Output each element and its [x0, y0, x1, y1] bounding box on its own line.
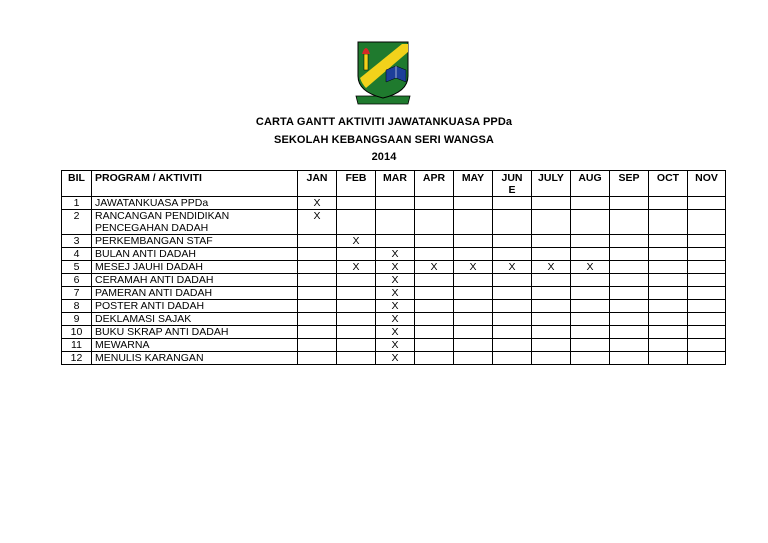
month-cell: [571, 313, 610, 326]
row-number: 10: [62, 326, 92, 339]
month-cell: X: [376, 300, 415, 313]
month-cell: [337, 339, 376, 352]
month-cell: X: [571, 261, 610, 274]
program-name: BUKU SKRAP ANTI DADAH: [92, 326, 298, 339]
month-cell: [532, 274, 571, 287]
month-cell: [454, 300, 493, 313]
month-cell: [337, 210, 376, 235]
month-cell: [298, 248, 337, 261]
month-cell: [415, 248, 454, 261]
table-row: [62, 326, 726, 339]
month-cell: [298, 326, 337, 339]
month-cell: [610, 339, 649, 352]
month-cell: X: [298, 197, 337, 210]
month-cell: X: [337, 235, 376, 248]
month-cell: [454, 352, 493, 365]
table-row: [62, 352, 726, 365]
month-cell: [415, 313, 454, 326]
month-cell: [337, 352, 376, 365]
table-row: [62, 197, 726, 210]
month-cell: [337, 313, 376, 326]
row-number: 2: [62, 210, 92, 235]
month-cell: [454, 313, 493, 326]
month-cell: [688, 235, 726, 248]
month-cell: [298, 300, 337, 313]
month-cell: [298, 339, 337, 352]
month-cell: [493, 352, 532, 365]
month-cell: [571, 300, 610, 313]
month-cell: [571, 197, 610, 210]
month-cell: [337, 274, 376, 287]
month-cell: [493, 300, 532, 313]
table-row: [62, 287, 726, 300]
program-name: PAMERAN ANTI DADAH: [92, 287, 298, 300]
month-cell: [610, 352, 649, 365]
program-name: CERAMAH ANTI DADAH: [92, 274, 298, 287]
month-cell: [337, 287, 376, 300]
month-cell: [415, 352, 454, 365]
month-cell: [337, 300, 376, 313]
month-cell: [649, 210, 688, 235]
column-header-apr: APR: [415, 171, 454, 197]
month-cell: [610, 197, 649, 210]
month-cell: [493, 248, 532, 261]
month-cell: [688, 287, 726, 300]
month-cell: [532, 235, 571, 248]
gantt-table: [61, 170, 726, 365]
month-cell: [610, 210, 649, 235]
table-row: [62, 274, 726, 287]
month-cell: [298, 235, 337, 248]
column-header-mar: MAR: [376, 171, 415, 197]
month-cell: [415, 287, 454, 300]
month-cell: [493, 313, 532, 326]
month-cell: [493, 210, 532, 235]
school-name: SEKOLAH KEBANGSAAN SERI WANGSA: [274, 134, 494, 146]
column-header-nov: NOV: [688, 171, 726, 197]
month-cell: [688, 339, 726, 352]
month-cell: [649, 248, 688, 261]
row-number: 8: [62, 300, 92, 313]
month-cell: X: [376, 313, 415, 326]
row-number: 11: [62, 339, 92, 352]
month-cell: X: [532, 261, 571, 274]
column-header-feb: FEB: [337, 171, 376, 197]
month-cell: X: [376, 274, 415, 287]
month-cell: [649, 235, 688, 248]
program-name: MENULIS KARANGAN: [92, 352, 298, 365]
program-name: MESEJ JAUHI DADAH: [92, 261, 298, 274]
program-name: MEWARNA: [92, 339, 298, 352]
month-cell: [688, 274, 726, 287]
month-cell: [493, 197, 532, 210]
month-cell: [376, 197, 415, 210]
table-row: [62, 248, 726, 261]
month-cell: [493, 235, 532, 248]
month-cell: X: [376, 248, 415, 261]
month-cell: [298, 287, 337, 300]
month-cell: [298, 313, 337, 326]
month-cell: [337, 326, 376, 339]
month-cell: [649, 326, 688, 339]
month-cell: [298, 352, 337, 365]
month-cell: [298, 261, 337, 274]
month-cell: [688, 248, 726, 261]
program-name: RANCANGAN PENDIDIKAN PENCEGAHAN DADAH: [92, 210, 298, 235]
month-cell: [571, 352, 610, 365]
month-cell: [649, 300, 688, 313]
month-cell: [688, 261, 726, 274]
month-cell: [532, 339, 571, 352]
row-number: 1: [62, 197, 92, 210]
month-cell: [610, 326, 649, 339]
month-cell: X: [454, 261, 493, 274]
table-row: [62, 235, 726, 248]
column-header-oct: OCT: [649, 171, 688, 197]
month-cell: [571, 339, 610, 352]
month-cell: [610, 274, 649, 287]
month-cell: [571, 274, 610, 287]
month-cell: [415, 235, 454, 248]
month-cell: [415, 210, 454, 235]
month-cell: [649, 339, 688, 352]
year-label: 2014: [371, 151, 397, 163]
month-cell: [610, 261, 649, 274]
column-header-june: JUN E: [493, 171, 532, 197]
month-cell: [571, 287, 610, 300]
month-cell: [532, 248, 571, 261]
month-cell: [532, 300, 571, 313]
month-cell: [415, 326, 454, 339]
month-cell: [649, 261, 688, 274]
month-cell: [493, 339, 532, 352]
month-cell: [571, 248, 610, 261]
month-cell: [454, 274, 493, 287]
month-cell: X: [376, 352, 415, 365]
month-cell: [376, 235, 415, 248]
month-cell: [571, 326, 610, 339]
month-cell: [454, 326, 493, 339]
month-cell: [532, 197, 571, 210]
month-cell: X: [376, 326, 415, 339]
month-cell: [415, 197, 454, 210]
month-cell: [415, 339, 454, 352]
month-cell: [649, 287, 688, 300]
program-name: BULAN ANTI DADAH: [92, 248, 298, 261]
table-header-row: [62, 171, 726, 197]
month-cell: X: [493, 261, 532, 274]
month-cell: [688, 197, 726, 210]
month-cell: [649, 313, 688, 326]
month-cell: [571, 235, 610, 248]
table-row: [62, 300, 726, 313]
program-name: DEKLAMASI SAJAK: [92, 313, 298, 326]
month-cell: [454, 235, 493, 248]
month-cell: [532, 210, 571, 235]
month-cell: [649, 274, 688, 287]
month-cell: [298, 274, 337, 287]
month-cell: [454, 210, 493, 235]
month-cell: [532, 313, 571, 326]
row-number: 4: [62, 248, 92, 261]
table-row: [62, 210, 726, 235]
program-name: JAWATANKUASA PPDa: [92, 197, 298, 210]
month-cell: [688, 352, 726, 365]
month-cell: [532, 287, 571, 300]
table-row: [62, 313, 726, 326]
month-cell: [688, 210, 726, 235]
program-name: PERKEMBANGAN STAF: [92, 235, 298, 248]
program-name: POSTER ANTI DADAH: [92, 300, 298, 313]
month-cell: X: [337, 261, 376, 274]
month-cell: X: [376, 287, 415, 300]
month-cell: [493, 274, 532, 287]
month-cell: X: [376, 261, 415, 274]
month-cell: [454, 197, 493, 210]
month-cell: [493, 326, 532, 339]
month-cell: [610, 300, 649, 313]
month-cell: [688, 313, 726, 326]
month-cell: X: [376, 339, 415, 352]
page-title: CARTA GANTT AKTIVITI JAWATANKUASA PPDa: [255, 116, 513, 128]
month-cell: [610, 235, 649, 248]
row-number: 3: [62, 235, 92, 248]
month-cell: [610, 248, 649, 261]
month-cell: [649, 352, 688, 365]
school-crest-icon: [350, 36, 416, 110]
row-number: 12: [62, 352, 92, 365]
month-cell: [337, 197, 376, 210]
month-cell: [493, 287, 532, 300]
column-header-july: JULY: [532, 171, 571, 197]
month-cell: [454, 339, 493, 352]
month-cell: X: [298, 210, 337, 235]
month-cell: [610, 287, 649, 300]
month-cell: [454, 248, 493, 261]
row-number: 5: [62, 261, 92, 274]
row-number: 9: [62, 313, 92, 326]
column-header-program: PROGRAM / AKTIVITI: [92, 171, 298, 197]
column-header-bil: BIL: [62, 171, 92, 197]
month-cell: [688, 326, 726, 339]
column-header-aug: AUG: [571, 171, 610, 197]
month-cell: [415, 274, 454, 287]
month-cell: [532, 352, 571, 365]
month-cell: [688, 300, 726, 313]
table-row: [62, 339, 726, 352]
month-cell: [571, 210, 610, 235]
month-cell: X: [415, 261, 454, 274]
month-cell: [610, 313, 649, 326]
row-number: 7: [62, 287, 92, 300]
month-cell: [532, 326, 571, 339]
month-cell: [454, 287, 493, 300]
column-header-may: MAY: [454, 171, 493, 197]
month-cell: [337, 248, 376, 261]
column-header-jan: JAN: [298, 171, 337, 197]
row-number: 6: [62, 274, 92, 287]
column-header-sep: SEP: [610, 171, 649, 197]
month-cell: [376, 210, 415, 235]
month-cell: [649, 197, 688, 210]
month-cell: [415, 300, 454, 313]
table-row: [62, 261, 726, 274]
